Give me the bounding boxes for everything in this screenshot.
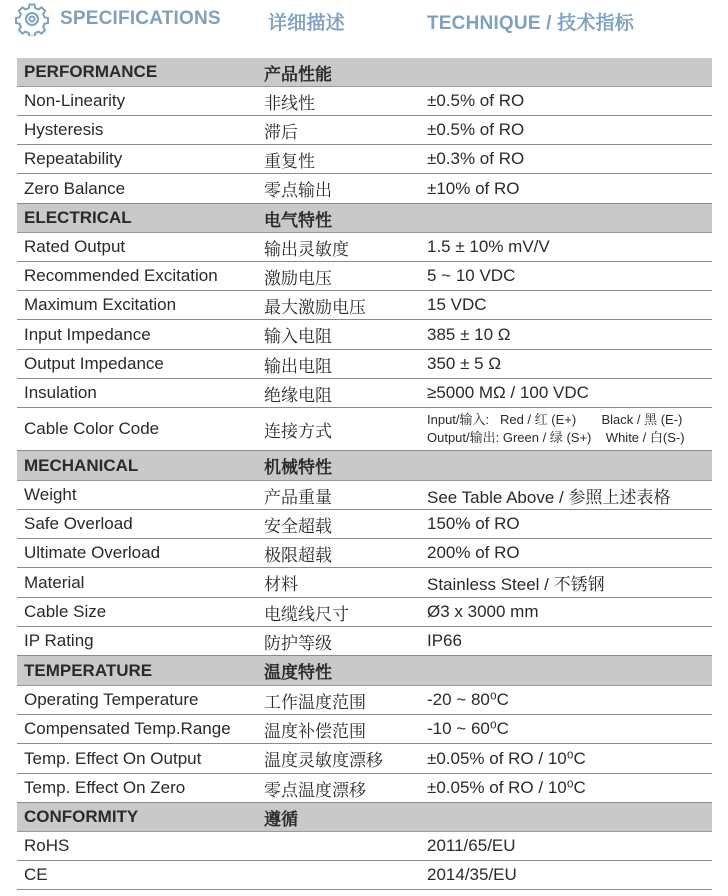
parameter-name-cn: 滞后 [264, 122, 298, 142]
parameter-value: ±0.05% of RO / 10⁰C [427, 748, 586, 768]
table-row [17, 116, 712, 145]
parameter-value: ±0.05% of RO / 10⁰C [427, 778, 586, 797]
parameter-name-cn: 输出电阻 [264, 356, 332, 376]
parameter-name-cn: 重复性 [264, 151, 315, 171]
table-row [17, 233, 712, 262]
section-header-row [17, 656, 712, 686]
parameter-value: 2011/65/EU [427, 836, 516, 855]
parameter-name-en: Recommended Excitation [24, 266, 218, 285]
table-row [17, 87, 712, 116]
parameter-value: 150% of RO [427, 514, 520, 533]
parameter-value: -10 ~ 60⁰C [427, 719, 509, 738]
parameter-name-en: Cable Color Code [24, 419, 160, 438]
parameter-name-en: CE [24, 865, 48, 884]
table-row [17, 481, 712, 510]
cable-output-line: Output/输出: Green / 绿 (S+) White / 白(S-) [427, 430, 685, 445]
parameter-name-en: Zero Balance [24, 178, 126, 198]
section-title-en: PERFORMANCE [24, 62, 158, 81]
table-row [17, 379, 712, 408]
parameter-value: Stainless Steel / 不锈钢 [427, 575, 605, 594]
section-title-cn: 产品性能 [264, 64, 332, 84]
parameter-name-en: Compensated Temp.Range [24, 719, 231, 738]
parameter-name-en: Insulation [24, 383, 97, 402]
section-title-en: TEMPERATURE [24, 660, 153, 680]
spec-header [0, 0, 728, 40]
parameter-value: Ø3 x 3000 mm [427, 602, 539, 621]
parameter-name-cn: 温度补偿范围 [264, 721, 366, 741]
table-row [17, 539, 712, 568]
parameter-value: 2014/35/EU [427, 865, 517, 884]
section-title-cn: 温度特性 [264, 663, 332, 682]
parameter-name-cn: 零点温度漂移 [264, 780, 366, 800]
parameter-name-en: Hysteresis [24, 120, 104, 139]
table-row [17, 774, 712, 803]
parameter-name-cn: 连接方式 [264, 421, 332, 441]
table-row [17, 408, 712, 451]
section-title-cn: 电气特性 [264, 210, 332, 230]
section-header-row [17, 204, 712, 233]
parameter-name-en: Input Impedance [24, 324, 151, 344]
title-specifications: SPECIFICATIONS [60, 8, 221, 29]
parameter-name-en: RoHS [24, 836, 70, 855]
parameter-name-en: Temp. Effect On Zero [24, 778, 186, 797]
spec-table [17, 58, 712, 890]
parameter-name-en: Safe Overload [24, 514, 133, 533]
parameter-value: See Table Above / 参照上述表格 [427, 487, 671, 507]
parameter-name-en: Temp. Effect On Output [24, 748, 202, 768]
parameter-value: 5 ~ 10 VDC [427, 266, 516, 285]
section-header-row [17, 58, 712, 87]
parameter-value: 1.5 ± 10% mV/V [427, 237, 550, 256]
parameter-value: -20 ~ 80⁰C [427, 690, 509, 709]
section-title-en: CONFORMITY [24, 807, 139, 826]
parameter-name-en: Ultimate Overload [24, 543, 161, 562]
parameter-name-cn: 最大激励电压 [264, 297, 366, 317]
parameter-name-en: Material [24, 572, 85, 592]
table-row [17, 510, 712, 539]
table-row [17, 320, 712, 350]
parameter-value: 15 VDC [427, 295, 487, 314]
gear-icon [15, 2, 49, 36]
parameter-name-cn: 材料 [264, 575, 298, 594]
cable-input-line: Input/输入: Red / 红 (E+) Black / 黑 (E-) [427, 412, 683, 427]
parameter-value: 200% of RO [427, 543, 520, 562]
parameter-name-en: Output Impedance [24, 354, 164, 373]
parameter-name-cn: 温度灵敏度漂移 [264, 751, 383, 770]
title-chinese: 详细描述 [268, 13, 345, 34]
parameter-value: ±0.5% of RO [427, 120, 525, 139]
table-row [17, 744, 712, 774]
section-title-en: MECHANICAL [24, 455, 139, 475]
parameter-name-en: Repeatability [24, 149, 123, 168]
section-title-en: ELECTRICAL [24, 208, 132, 227]
parameter-name-en: Weight [24, 485, 77, 504]
section-header-row [17, 451, 712, 481]
table-row [17, 350, 712, 379]
parameter-value: 385 ± 10 Ω [427, 324, 511, 344]
table-row [17, 174, 712, 204]
parameter-name-cn: 安全超载 [264, 516, 332, 536]
parameter-name-cn: 电缆线尺寸 [264, 604, 349, 624]
table-row [17, 686, 712, 715]
parameter-value: ±0.5% of RO [427, 91, 525, 110]
parameter-name-en: Maximum Excitation [24, 295, 177, 314]
table-row [17, 598, 712, 627]
parameter-name-cn [264, 861, 424, 889]
parameter-name-en: Rated Output [24, 237, 126, 256]
parameter-value: ≥5000 MΩ / 100 VDC [427, 383, 589, 402]
parameter-name-cn: 产品重量 [264, 487, 332, 507]
parameter-name-cn [264, 832, 424, 860]
parameter-name-cn: 输入电阻 [264, 327, 332, 346]
parameter-name-cn: 激励电压 [264, 268, 332, 288]
parameter-name-cn: 输出灵敏度 [264, 239, 349, 259]
parameter-value: ±0.3% of RO [427, 149, 525, 168]
cable-color-code-value [427, 408, 712, 450]
parameter-name-en: Non-Linearity [24, 91, 126, 110]
parameter-name-en: Operating Temperature [24, 690, 199, 709]
parameter-value: ±10% of RO [427, 178, 520, 198]
section-header-row [17, 803, 712, 832]
parameter-value: IP66 [427, 631, 462, 650]
table-row [17, 832, 712, 861]
parameter-value: 350 ± 5 Ω [427, 354, 502, 373]
table-row [17, 715, 712, 744]
parameter-name-cn: 零点输出 [264, 181, 332, 200]
section-title-cn: 机械特性 [264, 458, 332, 477]
parameter-name-cn: 绝缘电阻 [264, 385, 332, 405]
table-row [17, 262, 712, 291]
table-row [17, 568, 712, 598]
title-technique: TECHNIQUE / 技术指标 [427, 13, 634, 34]
section-title-cn: 遵循 [264, 809, 298, 829]
table-row [17, 861, 712, 890]
table-row [17, 291, 712, 320]
parameter-name-cn: 工作温度范围 [264, 692, 366, 712]
table-row [17, 145, 712, 174]
parameter-name-en: Cable Size [24, 602, 107, 621]
parameter-name-cn: 防护等级 [264, 633, 332, 653]
parameter-name-cn: 极限超载 [264, 545, 332, 565]
parameter-name-en: IP Rating [24, 631, 94, 650]
table-row [17, 627, 712, 656]
parameter-name-cn: 非线性 [264, 93, 315, 113]
